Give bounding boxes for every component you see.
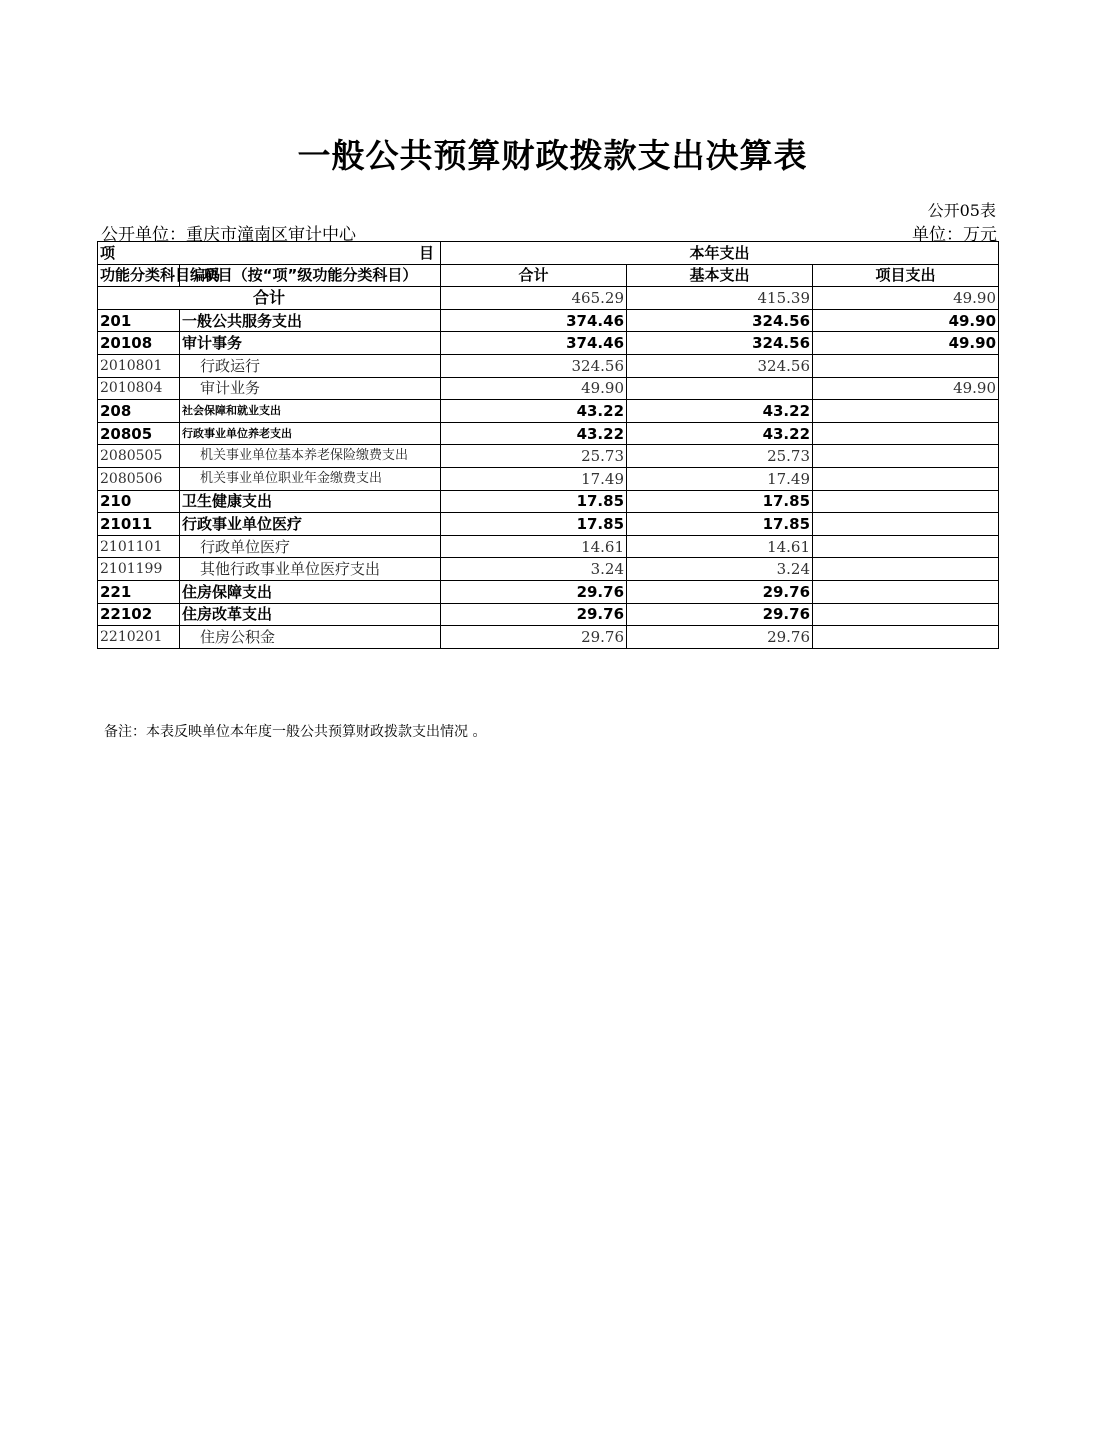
row-code: 2101101 <box>98 535 180 558</box>
table-row <box>98 445 999 468</box>
row-code: 208 <box>98 400 180 423</box>
row-project <box>813 354 999 377</box>
row-basic: 29.76 <box>627 603 813 626</box>
project-column-header: 项目支出 <box>813 264 999 287</box>
row-name: 行政单位医疗 <box>180 535 441 558</box>
row-total: 374.46 <box>441 309 627 332</box>
row-code: 2101199 <box>98 558 180 581</box>
row-project <box>813 580 999 603</box>
row-total: 49.90 <box>441 377 627 400</box>
reporting-unit: 公开单位：重庆市潼南区审计中心 <box>101 225 356 245</box>
form-number: 公开05表 <box>927 201 996 220</box>
item-header-cell <box>98 242 441 265</box>
total-row <box>98 287 999 310</box>
row-name: 行政事业单位医疗 <box>180 513 441 536</box>
currency-unit: 单位：万元 <box>912 225 997 245</box>
row-name: 审计业务 <box>180 377 441 400</box>
row-basic: 29.76 <box>627 626 813 649</box>
row-name: 机关事业单位基本养老保险缴费支出 <box>180 445 441 468</box>
table-row <box>98 354 999 377</box>
row-code: 2080505 <box>98 445 180 468</box>
code-column-header: 功能分类科目编码 <box>98 264 180 287</box>
table-row <box>98 332 999 355</box>
table-row <box>98 422 999 445</box>
row-total: 29.76 <box>441 626 627 649</box>
row-project <box>813 467 999 490</box>
footnote: 备注：本表反映单位本年度一般公共预算财政拨款支出情况 。 <box>104 724 487 740</box>
row-basic: 17.85 <box>627 490 813 513</box>
row-total: 17.85 <box>441 513 627 536</box>
row-total: 3.24 <box>441 558 627 581</box>
row-total: 17.85 <box>441 490 627 513</box>
row-name: 住房公积金 <box>180 626 441 649</box>
row-code: 20805 <box>98 422 180 445</box>
total-row-label: 合计 <box>98 287 441 310</box>
name-column-header: 项目（按“项”级功能分类科目） <box>180 264 441 287</box>
row-basic: 324.56 <box>627 354 813 377</box>
row-name: 住房保障支出 <box>180 580 441 603</box>
row-basic: 324.56 <box>627 309 813 332</box>
row-name: 一般公共服务支出 <box>180 309 441 332</box>
header-row-1 <box>98 242 999 265</box>
row-project <box>813 558 999 581</box>
row-code: 21011 <box>98 513 180 536</box>
row-project <box>813 445 999 468</box>
row-code: 20108 <box>98 332 180 355</box>
row-basic: 17.85 <box>627 513 813 536</box>
item-header-left: 项 <box>100 243 116 262</box>
row-total: 29.76 <box>441 580 627 603</box>
basic-column-header: 基本支出 <box>627 264 813 287</box>
row-code: 201 <box>98 309 180 332</box>
row-basic: 25.73 <box>627 445 813 468</box>
table-row <box>98 535 999 558</box>
row-basic: 14.61 <box>627 535 813 558</box>
row-basic: 43.22 <box>627 400 813 423</box>
row-basic: 324.56 <box>627 332 813 355</box>
row-project <box>813 535 999 558</box>
row-total: 14.61 <box>441 535 627 558</box>
row-code: 2010804 <box>98 377 180 400</box>
row-basic: 29.76 <box>627 580 813 603</box>
row-code: 2080506 <box>98 467 180 490</box>
total-row-basic: 415.39 <box>627 287 813 310</box>
row-project <box>813 626 999 649</box>
row-name: 审计事务 <box>180 332 441 355</box>
row-name: 其他行政事业单位医疗支出 <box>180 558 441 581</box>
row-name: 机关事业单位职业年金缴费支出 <box>180 467 441 490</box>
row-code: 2010801 <box>98 354 180 377</box>
row-total: 374.46 <box>441 332 627 355</box>
table-row <box>98 513 999 536</box>
row-name: 行政运行 <box>180 354 441 377</box>
table-row <box>98 603 999 626</box>
row-code: 22102 <box>98 603 180 626</box>
table-row <box>98 309 999 332</box>
row-code: 2210201 <box>98 626 180 649</box>
table-row <box>98 626 999 649</box>
total-column-header: 合计 <box>441 264 627 287</box>
row-project: 49.90 <box>813 332 999 355</box>
row-code: 221 <box>98 580 180 603</box>
row-basic <box>627 377 813 400</box>
page-title: 一般公共预算财政拨款支出决算表 <box>297 136 808 175</box>
row-total: 17.49 <box>441 467 627 490</box>
total-row-project: 49.90 <box>813 287 999 310</box>
table-row <box>98 580 999 603</box>
row-basic: 3.24 <box>627 558 813 581</box>
row-basic: 17.49 <box>627 467 813 490</box>
row-total: 29.76 <box>441 603 627 626</box>
row-name: 社会保障和就业支出 <box>180 400 441 423</box>
item-header-right: 目 <box>419 243 435 262</box>
table-row <box>98 558 999 581</box>
header-row-2 <box>98 264 999 287</box>
row-project <box>813 603 999 626</box>
table-row <box>98 377 999 400</box>
row-total: 324.56 <box>441 354 627 377</box>
row-total: 43.22 <box>441 400 627 423</box>
row-code: 210 <box>98 490 180 513</box>
expenditure-table <box>97 241 999 649</box>
row-project <box>813 400 999 423</box>
table-row <box>98 490 999 513</box>
row-project: 49.90 <box>813 309 999 332</box>
row-name: 住房改革支出 <box>180 603 441 626</box>
row-project <box>813 422 999 445</box>
table-row <box>98 467 999 490</box>
row-project <box>813 490 999 513</box>
row-project <box>813 513 999 536</box>
row-total: 43.22 <box>441 422 627 445</box>
table-row <box>98 400 999 423</box>
total-row-total: 465.29 <box>441 287 627 310</box>
row-name: 卫生健康支出 <box>180 490 441 513</box>
year-spend-header: 本年支出 <box>441 242 999 265</box>
row-project: 49.90 <box>813 377 999 400</box>
row-total: 25.73 <box>441 445 627 468</box>
row-name: 行政事业单位养老支出 <box>180 422 441 445</box>
row-basic: 43.22 <box>627 422 813 445</box>
